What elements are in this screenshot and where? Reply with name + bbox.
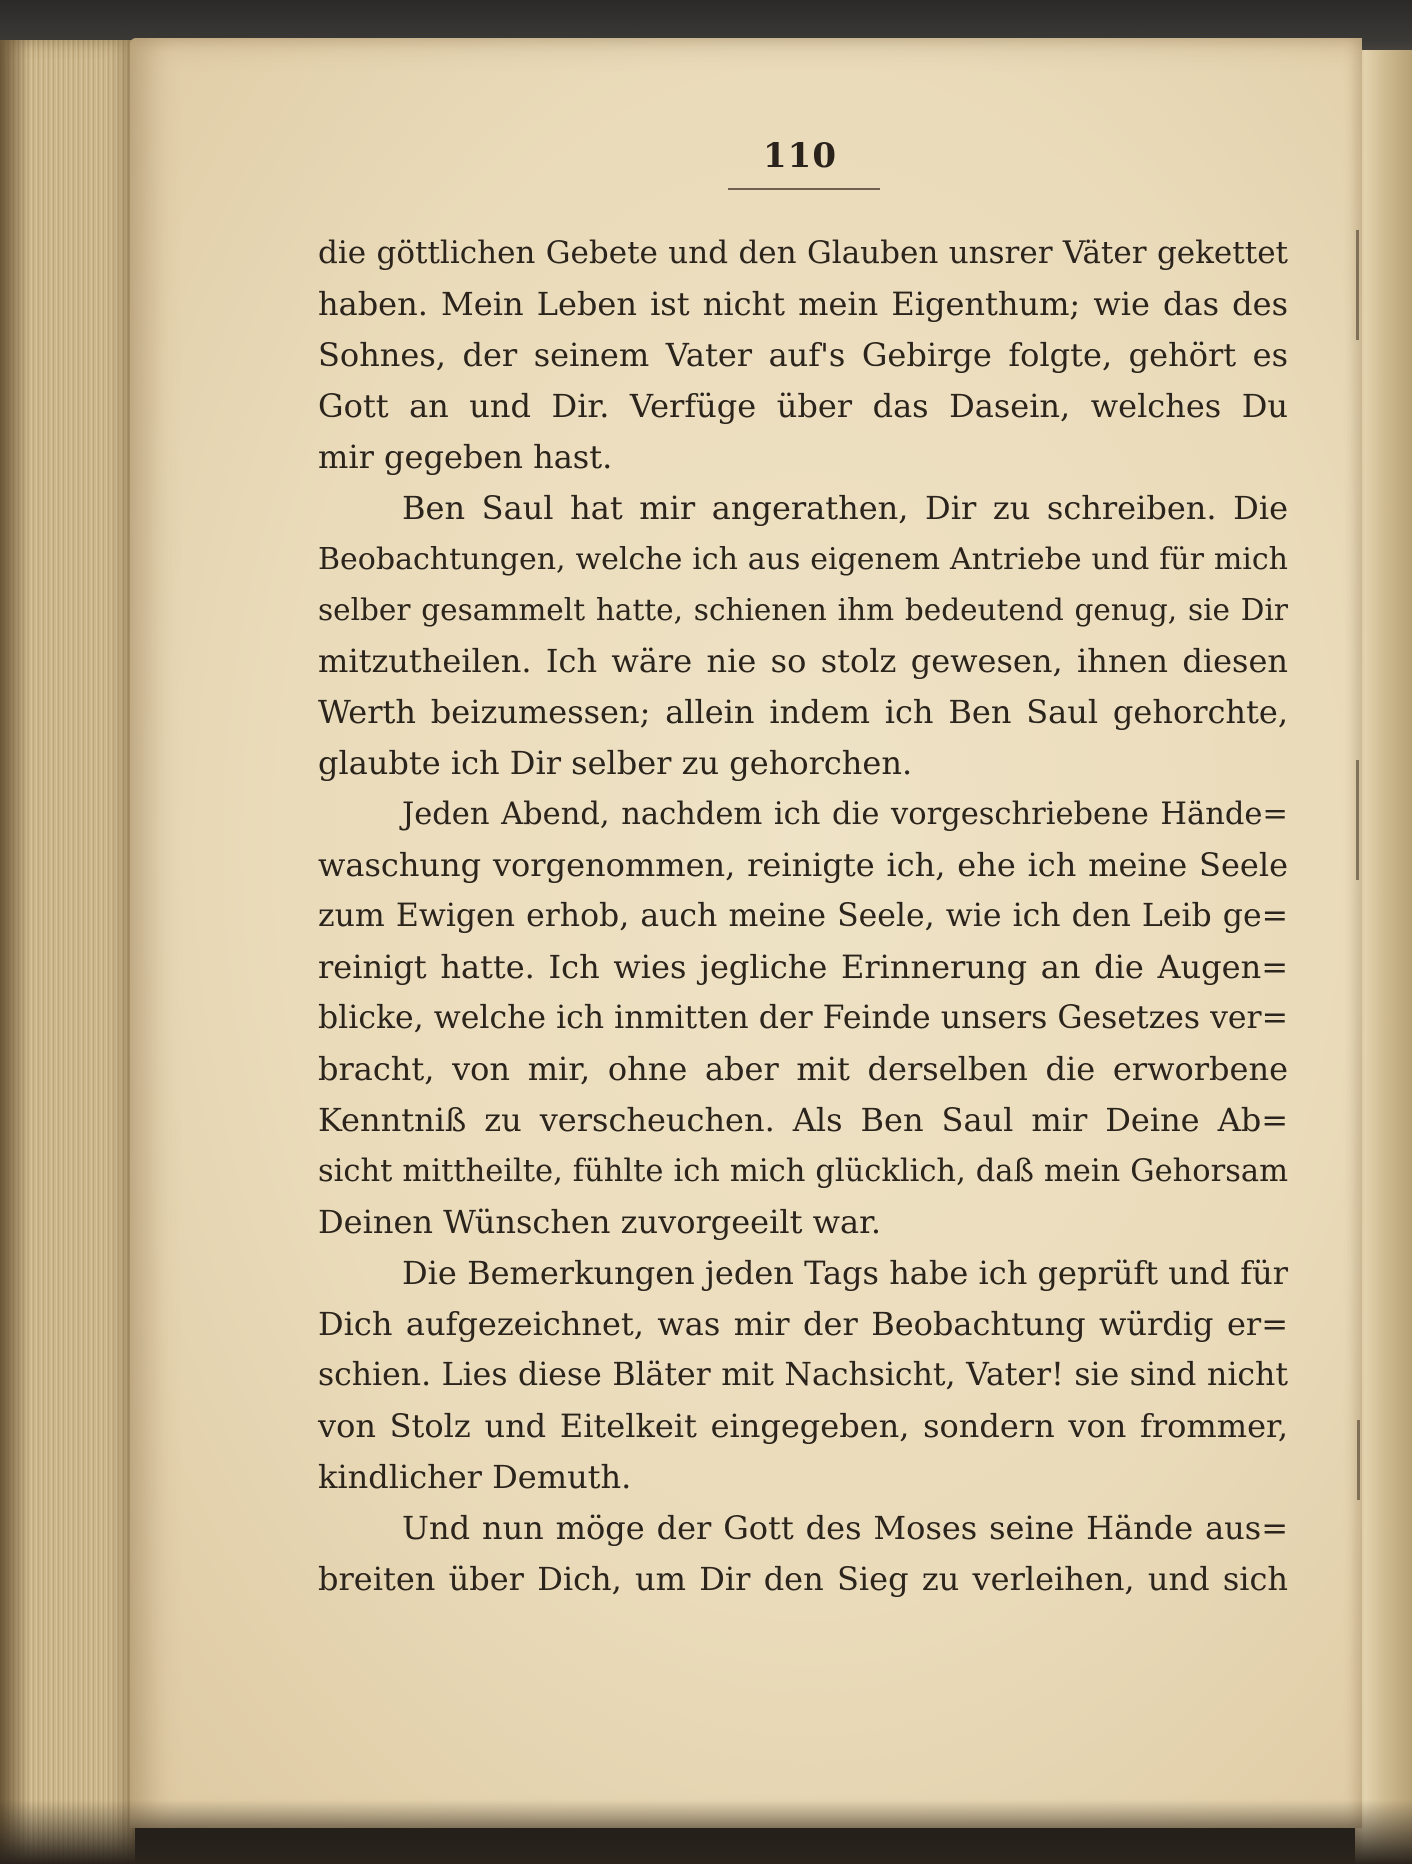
facing-page-edge (1355, 50, 1412, 1864)
text-line: Gott an und Dir. Verfüge über das Dasein, welches Du (318, 387, 1288, 425)
margin-mark (1356, 760, 1359, 880)
body-text (318, 228, 1288, 1605)
text-line: Werth beizumessen; allein indem ich Ben Saul gehorchte, (318, 693, 1288, 731)
text-line: Kenntniß zu verscheuchen. Als Ben Saul mir Deine Ab= (318, 1101, 1288, 1139)
text-line: mitzutheilen. Ich wäre nie so stolz gewesen, ihnen diesen (318, 642, 1288, 680)
text-line: haben. Mein Leben ist nicht mein Eigenthum; wie das des (318, 285, 1288, 323)
text-line: reinigt hatte. Ich wies jegliche Erinnerung an die Augen= (318, 948, 1288, 986)
page-number: 110 (763, 136, 837, 176)
text-line: schien. Lies diese Bläter mit Nachsicht, Vater! sie sind nicht (318, 1357, 1288, 1393)
text-line: Und nun möge der Gott des Moses seine Hände aus= (402, 1509, 1288, 1547)
page-number-rule (728, 188, 880, 190)
margin-mark (1357, 1420, 1360, 1500)
text-line: glaubte ich Dir selber zu gehorchen. (318, 744, 913, 782)
text-line: Jeden Abend, nachdem ich die vorgeschriebene Hände= (402, 797, 1288, 832)
text-line: Die Bemerkungen jeden Tags habe ich geprüft und für (402, 1254, 1288, 1292)
text-line: Deinen Wünschen zuvorgeeilt war. (318, 1203, 882, 1241)
text-line: kindlicher Demuth. (318, 1458, 632, 1496)
text-line: blicke, welche ich inmitten der Feinde unsers Gesetzes ver= (318, 1000, 1288, 1036)
text-line: Ben Saul hat mir angerathen, Dir zu schreiben. Die (402, 489, 1288, 527)
text-line: sicht mittheilte, fühlte ich mich glücklich, daß mein Gehorsam (318, 1154, 1288, 1189)
text-line: selber gesammelt hatte, schienen ihm bedeutend genug, sie Dir (318, 593, 1288, 627)
text-line: zum Ewigen erhob, auch meine Seele, wie ich den Leib ge= (318, 898, 1288, 934)
text-line: Sohnes, der seinem Vater auf's Gebirge folgte, gehört es (318, 336, 1288, 374)
margin-mark (1356, 230, 1359, 340)
text-line: breiten über Dich, um Dir den Sieg zu verleihen, und sich (318, 1560, 1288, 1598)
bottom-shadow (0, 1800, 1412, 1864)
text-line: die göttlichen Gebete und den Glauben unsrer Väter gekettet (318, 235, 1288, 271)
text-line: Beobachtungen, welche ich aus eigenem Antriebe und für mich (318, 542, 1288, 577)
text-line: Dich aufgezeichnet, was mir der Beobachtung würdig er= (318, 1305, 1288, 1343)
page-stack-shadow (0, 40, 30, 1864)
text-line: mir gegeben hast. (318, 438, 613, 476)
text-line: waschung vorgenommen, reinigte ich, ehe ich meine Seele (318, 846, 1288, 884)
text-line: von Stolz und Eitelkeit eingegeben, sondern von frommer, (318, 1407, 1288, 1445)
text-line: bracht, von mir, ohne aber mit derselben die erworbene (318, 1050, 1288, 1088)
